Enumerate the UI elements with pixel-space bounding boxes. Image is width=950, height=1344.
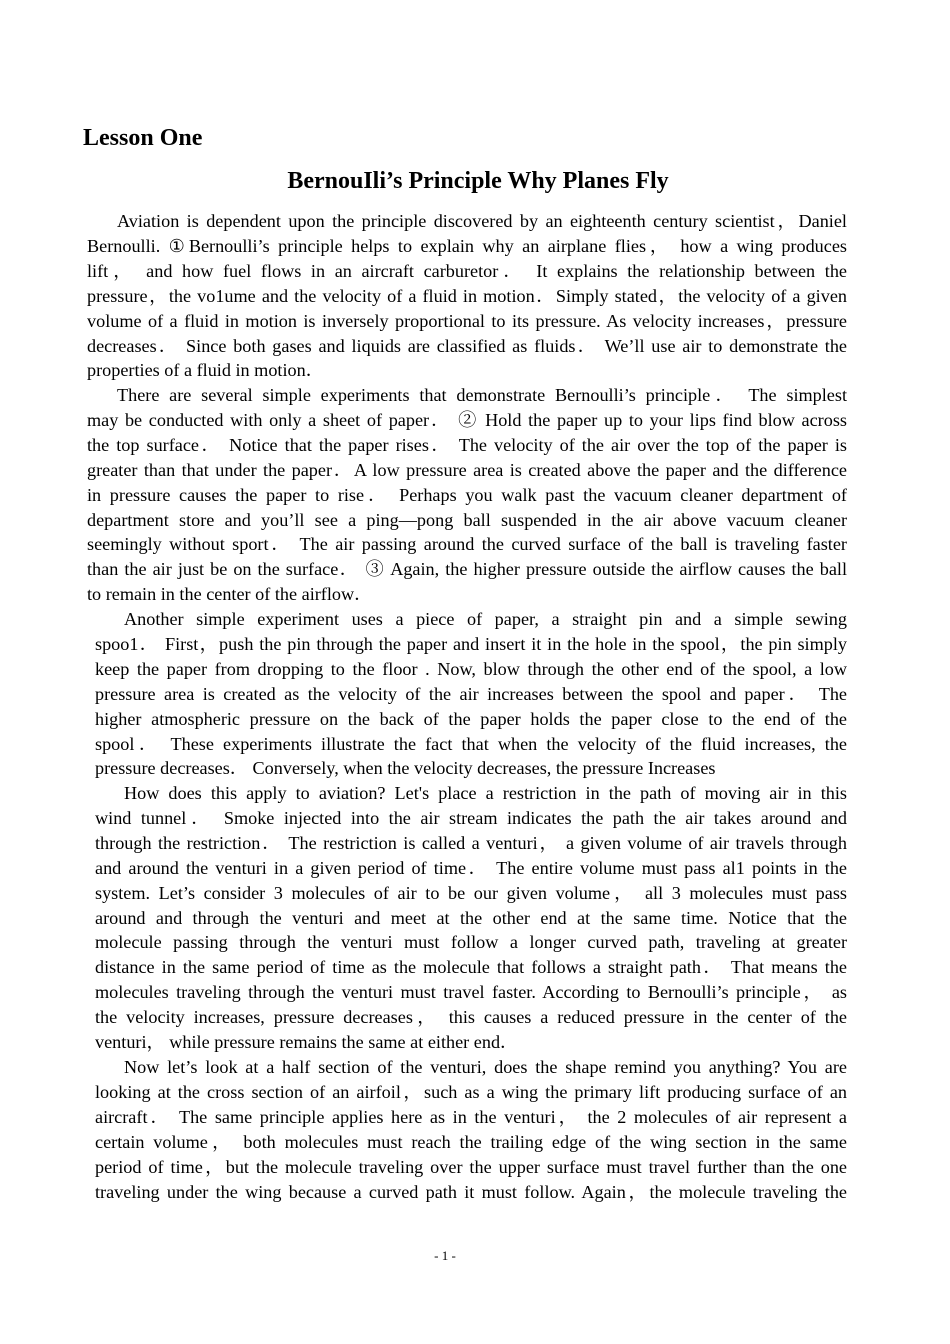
text-line: How does this apply to aviation? Let's place a restriction in the path of moving air in this: [124, 783, 847, 803]
text-line: Now let’s look at a half section of the venturi, does the shape remind you anything? You are: [124, 1057, 847, 1077]
text-line: pressure，the vo1ume and the velocity of a fluid in motion．Simply stated，the velocity of a given: [87, 285, 847, 306]
text-line: may be conducted with only a sheet of paper． ② Hold the paper up to your lips find blow across: [87, 409, 847, 430]
text-line: in pressure causes the paper to rise． Perhaps you walk past the vacuum cleaner department of: [87, 484, 847, 505]
text-line: through the restriction． The restriction is called a venturi， a given volume of air travels through: [95, 832, 847, 853]
text-line: pressure area is created as the velocity of the air increases between the spool and paper． The: [95, 683, 847, 704]
article-title: BernouIli’s Principle Why Planes Fly: [287, 168, 669, 194]
text-line: distance in the same period of time as the molecule that follows a straight path． That means the: [95, 957, 847, 978]
text-line: and around the venturi in a given period of time． The entire volume must pass al1 points in the: [95, 857, 847, 878]
text-line: wind tunnel． Smoke injected into the air stream indicates the path the air takes around and: [95, 807, 847, 828]
text-line: spoo1． First，push the pin through the paper and insert it in the hole in the spool，the pin simply: [95, 633, 847, 654]
text-line: molecules traveling through the venturi must travel faster. According to Bernoulli’s principle， as: [95, 982, 847, 1003]
text-line: spool． These experiments illustrate the fact that when the velocity of the fluid increases, the: [95, 733, 847, 754]
text-line: greater than that under the paper．A low pressure area is created above the paper and the difference: [87, 459, 847, 480]
text-line: certain volume， both molecules must reach the trailing edge of the wing section in the same: [95, 1131, 847, 1152]
text-line: decreases． Since both gases and liquids are classified as fluids． We’ll use air to demonstrate the: [87, 335, 847, 356]
lesson-heading: Lesson One: [83, 125, 203, 151]
text-line: seemingly without sport． The air passing around the curved surface of the ball is traveling faster: [87, 534, 847, 555]
text-line: higher atmospheric pressure on the back of the paper holds the paper close to the end of the: [95, 708, 847, 729]
text-line: There are several simple experiments that demonstrate Bernoulli’s principle． The simplest: [117, 385, 847, 405]
text-line: Another simple experiment uses a piece of paper, a straight pin and a simple sewing: [124, 609, 847, 629]
paragraph-5: [95, 1055, 847, 1204]
text-line: than the air just be on the surface． ③ Again, the higher pressure outside the airflow causes the ball: [87, 559, 847, 580]
text-line: department store and you’ll see a ping—pong ball suspended in the air above vacuum cleaner: [87, 509, 847, 530]
text-line: Aviation is dependent upon the principle discovered by an eighteenth century scientist，Daniel: [117, 211, 847, 231]
text-line: period of time，but the molecule traveling over the upper surface must travel further than the one: [95, 1156, 847, 1177]
text-line: system. Let’s consider 3 molecules of air to be our given volume， all 3 molecules must pass: [95, 882, 847, 903]
text-line: volume of a fluid in motion is inversely proportional to its pressure. As velocity increases，pressure: [87, 310, 847, 331]
text-line: the velocity increases, pressure decreases， this causes a reduced pressure in the center of the: [95, 1007, 847, 1028]
text-line: venturi， while pressure remains the same at either end．: [95, 1032, 519, 1053]
text-line: looking at the cross section of an airfoil，such as a wing the primary lift producing surface of an: [95, 1081, 847, 1102]
page-number: - 1 -: [434, 1248, 456, 1263]
paragraph-4: [95, 781, 847, 1055]
text-line: molecule passing through the venturi must follow a longer curved path, traveling at greater: [95, 932, 847, 953]
text-line: the top surface． Notice that the paper rises． The velocity of the air over the top of the paper is: [87, 434, 847, 455]
text-line: keep the paper from dropping to the floor . Now, blow through the other end of the spool, a low: [95, 658, 847, 679]
paragraph-2: [87, 383, 847, 607]
text-line: Bernoulli. ①Bernoulli’s principle helps to explain why an airplane flies， how a wing produces: [87, 235, 847, 256]
paragraph-1: [87, 209, 847, 383]
text-line: pressure decreases． Conversely, when the velocity decreases, the pressure Increases: [95, 758, 716, 779]
paragraph-3: [95, 607, 847, 781]
text-line: aircraft． The same principle applies here as in the venturi， the 2 molecules of air represent a: [95, 1106, 847, 1127]
text-line: to remain in the center of the airflow．: [87, 584, 373, 605]
text-line: properties of a fluid in motion．: [87, 360, 324, 381]
text-line: around and through the venturi and meet at the other end at the same time. Notice that the: [95, 907, 847, 928]
text-line: traveling under the wing because a curved path it must follow. Again，the molecule traveling the: [95, 1181, 847, 1202]
text-line: lift， and how fuel flows in an aircraft carburetor． It explains the relationship between the: [87, 260, 847, 281]
